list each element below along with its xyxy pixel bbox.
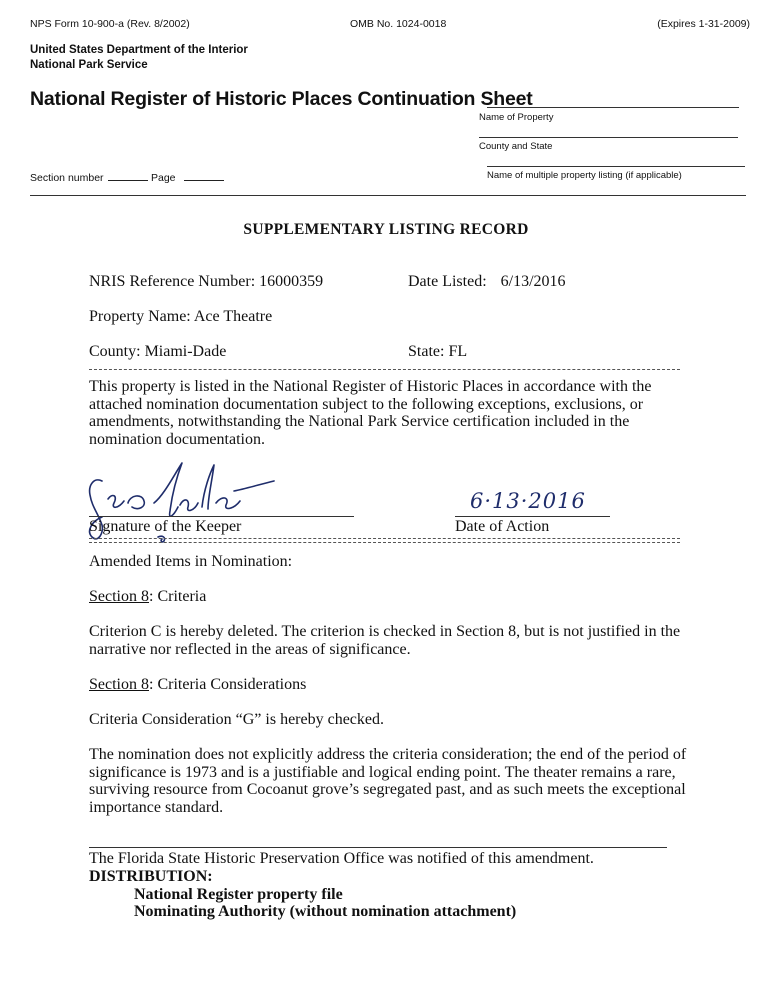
multiple-listing-label: Name of multiple property listing (if applicable) <box>487 170 682 181</box>
date-listed-label: Date Listed: <box>408 273 487 290</box>
county-state-line <box>479 137 738 138</box>
notification-text: The Florida State Historic Preservation Office was notified of this amendment. <box>89 850 594 867</box>
county-state-label: County and State <box>479 141 553 152</box>
amendment-1-section: Section 8 <box>89 588 149 605</box>
property-name-label: Property Name: <box>89 308 191 325</box>
listing-statement: This property is listed in the National Register of Historic Places in accordance with the attached nomination documentation subject to the following exceptions, exclusions, or amendments, notwithstanding the National Park Service certification included in the nomination documentation. <box>89 378 652 448</box>
page-blank <box>184 170 224 181</box>
property-name <box>89 308 272 326</box>
record-heading: SUPPLEMENTARY LISTING RECORD <box>243 221 529 238</box>
nris-reference <box>89 273 323 291</box>
state <box>408 343 467 361</box>
state-value: FL <box>448 343 468 360</box>
amendment-2-title: : Criteria Considerations <box>149 676 307 693</box>
signature-label: Signature of the Keeper <box>89 518 242 535</box>
amended-items-heading: Amended Items in Nomination: <box>89 553 293 570</box>
distribution-item-2: Nominating Authority (without nomination attachment) <box>134 903 517 920</box>
county-label: County: <box>89 343 141 360</box>
name-of-property-label: Name of Property <box>479 112 554 123</box>
page-title: National Register of Historic Places Continuation Sheet <box>30 88 533 110</box>
amendment-1-text: Criterion C is hereby deleted. The criterion is checked in Section 8, but is not justified in the narrative nor reflected in the areas of significance. <box>89 623 681 658</box>
agency-name: National Park Service <box>30 59 148 71</box>
distribution-label: DISTRIBUTION: <box>89 868 213 885</box>
header-divider <box>30 195 746 196</box>
section-number-blank <box>108 170 148 181</box>
nris-value: 16000359 <box>259 273 324 290</box>
amendment-3-text: The nomination does not explicitly address the criteria consideration; the end of the period of significance is 1973 and is a justifiable and logical ending point. The theater remains a rare, surviving resource from Cocoanut grove’s segregated past, and as such meets the exceptional importance standard. <box>89 746 687 816</box>
footer-divider <box>89 847 667 848</box>
page-field <box>151 170 224 184</box>
property-name-value: Ace Theatre <box>193 308 273 325</box>
nris-label: NRIS Reference Number: <box>89 273 256 290</box>
amendment-2-heading <box>89 676 306 694</box>
name-of-property-line <box>487 107 739 108</box>
amendment-2-text: Criteria Consideration “G” is hereby checked. <box>89 711 384 728</box>
omb-number: OMB No. 1024-0018 <box>350 18 447 30</box>
date-listed-value: 6/13/2016 <box>500 273 566 290</box>
multiple-listing-line <box>487 166 745 167</box>
date-listed <box>408 273 566 291</box>
form-id: NPS Form 10-900-a (Rev. 8/2002) <box>30 18 190 30</box>
county <box>89 343 226 361</box>
department-name: United States Department of the Interior <box>30 44 248 56</box>
date-of-action-handwritten: 6·13·2016 <box>470 489 586 513</box>
date-of-action-line <box>455 516 610 517</box>
distribution-item-1: National Register property file <box>134 886 343 903</box>
double-dashed-divider <box>89 538 680 543</box>
state-label: State: <box>408 343 445 360</box>
date-of-action-label: Date of Action <box>455 518 550 535</box>
signature-line <box>89 516 354 517</box>
amendment-2-section: Section 8 <box>89 676 149 693</box>
amendment-1-title: : Criteria <box>149 588 207 605</box>
dashed-divider <box>89 369 680 370</box>
section-number-field <box>30 170 148 184</box>
section-number-label: Section number <box>30 172 104 184</box>
expiration-date: (Expires 1-31-2009) <box>657 18 750 30</box>
amendment-1-heading <box>89 588 206 606</box>
county-value: Miami-Dade <box>144 343 227 360</box>
page-label: Page <box>151 172 176 184</box>
